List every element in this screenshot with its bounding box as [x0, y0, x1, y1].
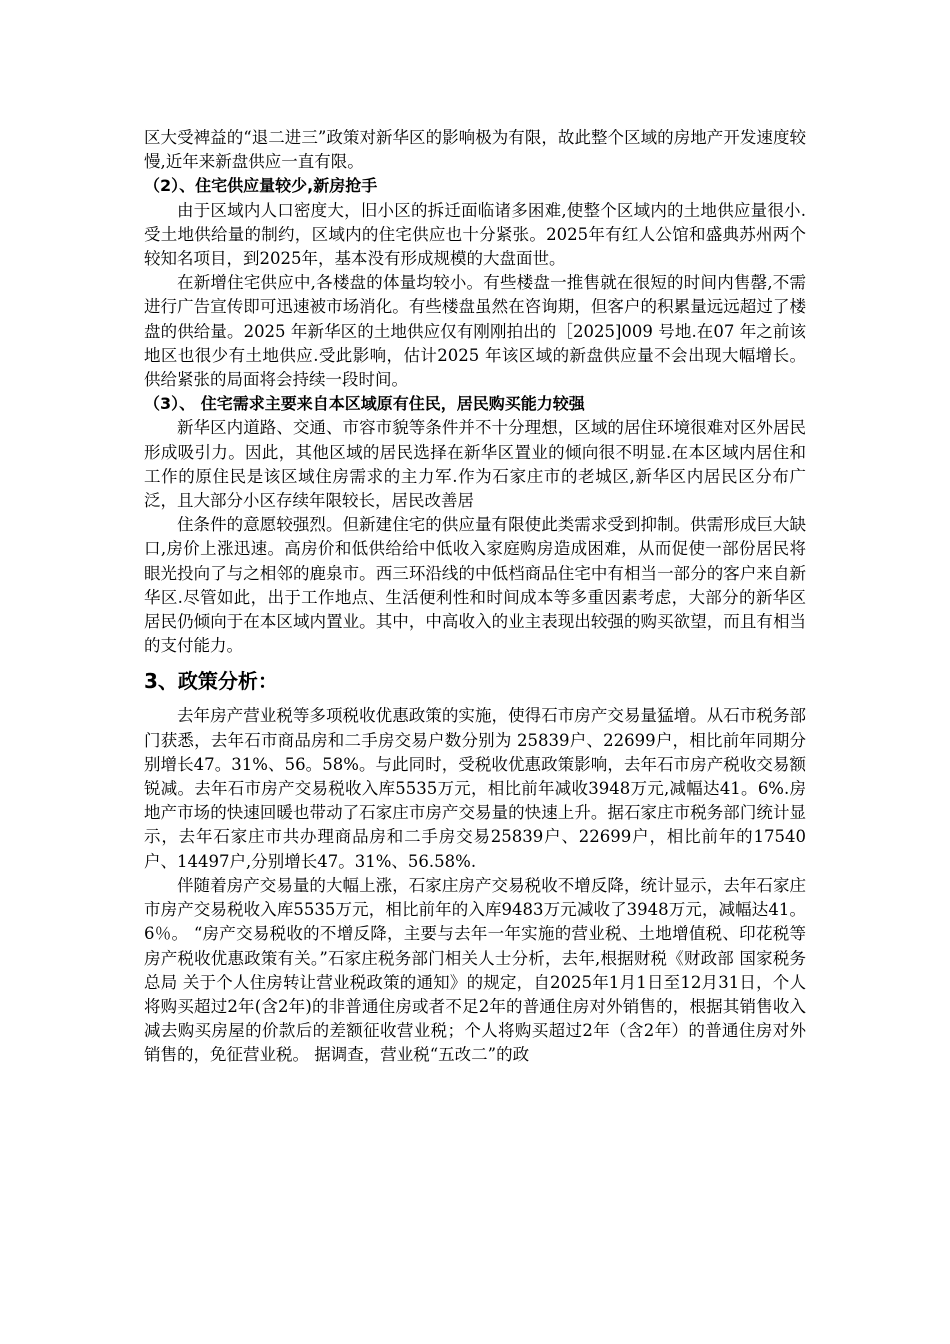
- paragraph: 去年房产营业税等多项税收优惠政策的实施，使得石市房产交易量猛增。从石市税务部门获悉，去年石市商品房和二手房交易户数分别为 25839户、22699户，相比前年同期分别增长47。31%、56。58%。与此同时，受税收优惠政策影响，去年石市房产税收交易额锐减。去年石市房产交易税收入库5535万元，相比前年减收3948万元,减幅达41。6%.房地产市场的快速回暖也带动了石家庄市房产交易量的快速上升。据石家庄市税务部门统计显示，去年石家庄市共办理商品房和二手房交易25839户、22699户，相比前年的17540户、14497户,分别增长47。31%、56.58%.: [144, 706, 806, 871]
- document-page: [144, 126, 806, 1068]
- section-heading: 3、政策分析：: [144, 669, 278, 694]
- paragraph: 住条件的意愿较强烈。但新建住宅的供应量有限使此类需求受到抑制。供需形成巨大缺口,房价上涨迅速。高房价和低供给给中低收入家庭购房造成困难，从而促使一部份居民将眼光投向了与之相邻的鹿泉市。西三环沿线的中低档商品住宅中有相当一部分的客户来自新华区.尽管如此，出于工作地点、生活便利性和时间成本等多重因素考虑，大部分的新华区居民仍倾向于在本区域内置业。其中，中高收入的业主表现出较强的购买欲望，而且有相当的支付能力。: [144, 515, 806, 656]
- paragraph: 由于区域内人口密度大，旧小区的拆迁面临诸多困难,使整个区域内的土地供应量很小.受土地供给量的制约，区域内的住宅供应也十分紧张。2025年有红人公馆和盛典苏州两个较知名项目，到2025年，基本没有形成规模的大盘面世。: [144, 200, 806, 269]
- subsection-heading: （3）、 住宅需求主要来自本区域原有住民，居民购买能力较强: [144, 394, 585, 414]
- paragraph: 在新增住宅供应中,各楼盘的体量均较小。有些楼盘一推售就在很短的时间内售罄,不需进行广告宣传即可迅速被市场消化。有些楼盘虽然在咨询期，但客户的积累量远远超过了楼盘的供给量。2025 年新华区的土地供应仅有刚刚拍出的［2025]009 号地.在07 年之前该地区也很少有土地供应.受此影响，估计2025 年该区域的新盘供应量不会出现大幅增长。供给紧张的局面将会持续一段时间。: [144, 273, 806, 390]
- paragraph: 伴随着房产交易量的大幅上涨，石家庄房产交易税收不增反降，统计显示，去年石家庄市房产交易税收入库5535万元，相比前年的入库9483万元减收了3948万元，减幅达41。6％。 “房产交易税收的不增反降，主要与去年一年实施的营业税、土地增值税、印花税等房产税收优惠政策有关。”石家庄税务部门相关人士分析，去年,根据财税《财政部 国家税务总局 关于个人住房转让营业税政策的通知》的规定，自2025年1月1日至12月31日，个人将购买超过2年(含2年)的非普通住房或者不足2年的普通住房对外销售的，根据其销售收入减去购买房屋的价款后的差额征收营业税；个人将购买超过2年（含2年）的普通住房对外销售的，免征营业税。 据调查，营业税“五改二”的政: [144, 875, 806, 1065]
- paragraph: 区大受裨益的“退二进三”政策对新华区的影响极为有限，故此整个区域的房地产开发速度较慢,近年来新盘供应一直有限。: [144, 128, 806, 172]
- paragraph: 新华区内道路、交通、市容市貌等条件并不十分理想，区域的居住环境很难对区外居民形成吸引力。因此，其他区域的居民选择在新华区置业的倾向很不明显.在本区域内居住和工作的原住民是该区域住房需求的主力军.作为石家庄市的老城区,新华区内居民区分布广泛，且大部分小区存续年限较长，居民改善居: [144, 418, 806, 511]
- subsection-heading: （2）、住宅供应量较少,新房抢手: [144, 176, 378, 196]
